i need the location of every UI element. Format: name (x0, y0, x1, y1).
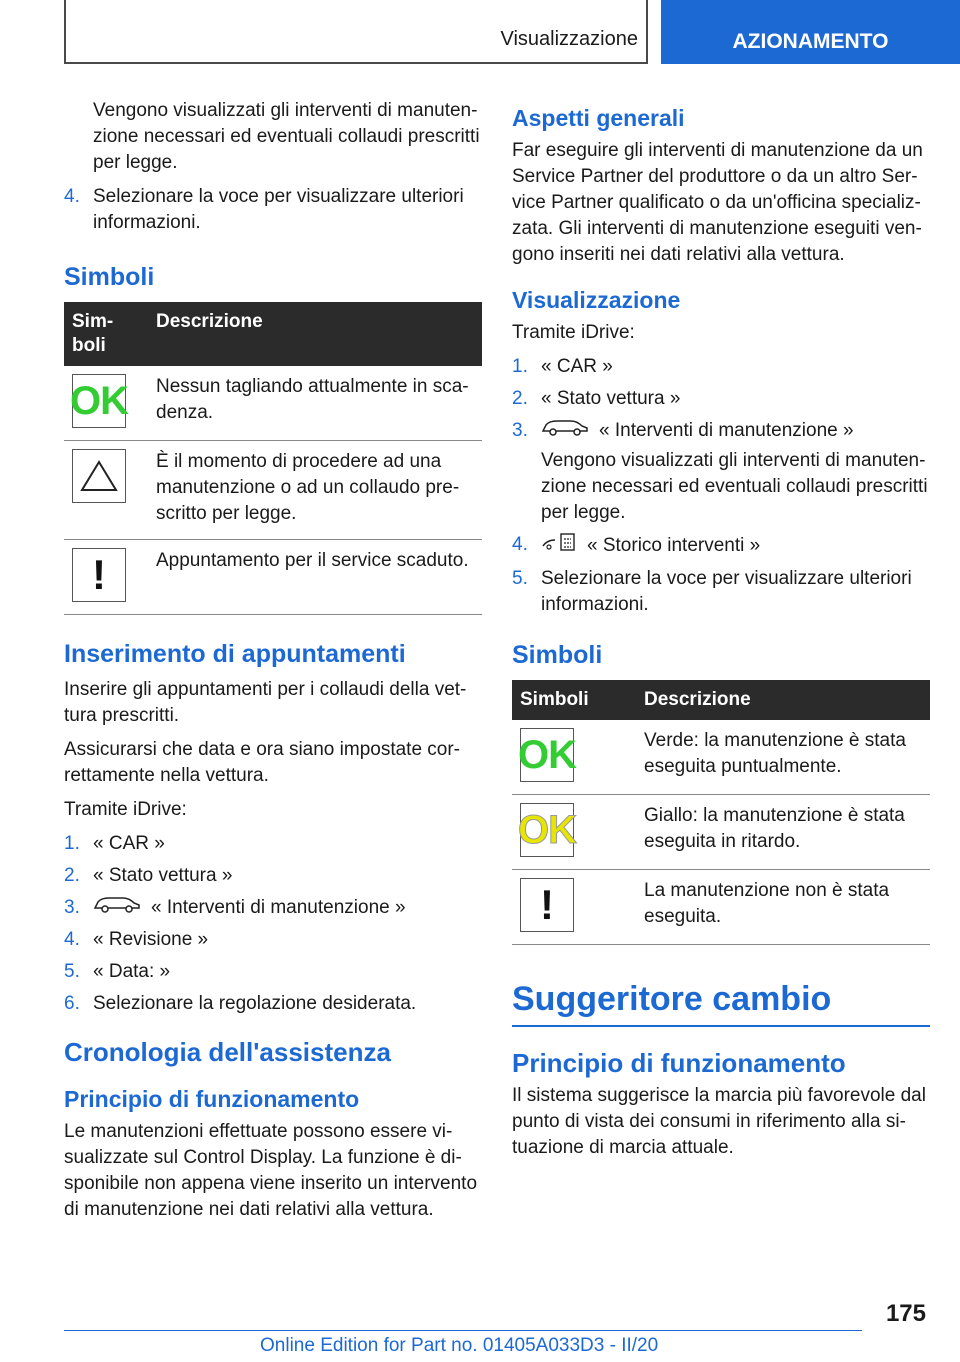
footer-edition: Online Edition for Part no. 01405A033D3 - II/20 (260, 1335, 659, 1356)
paragraph: Far eseguire gli interventi di manutenzione da un Service Partner del produttore o da un altro Ser-vice Partner qualificato o da un'officina specializ-zata. Gli interventi di manutenzione eseguiti ven-gono inseriti nei dati relativi alla vettura. (512, 140, 923, 265)
ok-yellow-icon: OK (520, 803, 574, 857)
list-item: 2. « Stato vettura » (64, 865, 233, 886)
paragraph: Tramite iDrive: (64, 799, 187, 820)
display-heading: Visualizzazione (512, 287, 681, 313)
car-service-icon (93, 895, 141, 921)
appointment-steps (64, 831, 482, 1017)
symbols-heading: Simboli (512, 641, 603, 670)
header-chapter-tab[interactable] (661, 0, 960, 64)
list-item: 6. Selezionare la regolazione desiderata. (64, 993, 417, 1015)
table-header: Descrizione (636, 680, 930, 720)
table-row (64, 366, 482, 441)
list-item: 5. « Data: » (64, 961, 171, 983)
symbols-table-2 (512, 680, 930, 945)
list-item: 1. « CAR » (64, 833, 165, 854)
table-header-row (64, 302, 482, 366)
right-column (512, 98, 930, 1169)
gear-subheading: Principio di funzionamento (512, 1048, 846, 1079)
table-cell: Nessun tagliando attualmente in sca-denza. (148, 366, 482, 441)
table-cell: Verde: la manutenzione è stata eseguita puntualmente. (636, 720, 930, 795)
page-number: 175 (885, 1300, 926, 1327)
warning-triangle-icon (72, 449, 126, 503)
intro-steps (64, 184, 482, 236)
table-row (512, 870, 930, 945)
left-column (64, 98, 482, 1231)
table-cell: Giallo: la manutenzione è stata eseguita in ritardo. (636, 795, 930, 870)
table-header: Descrizione (148, 302, 482, 366)
car-service-icon (541, 418, 589, 444)
list-item: 1. « CAR » (512, 356, 613, 377)
list-item: 4. « Revisione » (64, 929, 209, 951)
list-item: 2. « Stato vettura » (512, 388, 681, 409)
ok-green-icon: OK (520, 728, 574, 782)
paragraph: Tramite iDrive: (512, 322, 635, 343)
paragraph: Il sistema suggerisce la marcia più favorevole dal punto di vista dei consumi in riferimento alla si-tuazione di marcia attuale. (512, 1085, 926, 1159)
symbols-heading: Simboli (64, 263, 155, 291)
service-history-icon (541, 532, 577, 560)
table-row (64, 540, 482, 615)
list-item: 3. « Interventi di manutenzione » Vengono visualizzati gli interventi di manuten-zione necessari ed eventuali collaudi prescritti per legge. (512, 418, 930, 526)
ok-green-icon: OK (72, 374, 126, 428)
list-item: 3. « Interventi di manutenzione » (64, 895, 482, 921)
gear-heading: Suggeritore cambio (512, 979, 930, 1027)
history-subheading: Principio di funzionamento (64, 1086, 360, 1113)
history-heading: Cronologia dell'assistenza (64, 1037, 391, 1068)
intro-text: Vengono visualizzati gli interventi di manuten-zione necessari ed eventuali collaudi prescritti per legge. (93, 100, 480, 173)
chapter-label: AZIONAMENTO (732, 30, 889, 53)
table-header: Simboli (512, 680, 636, 720)
paragraph: Assicurarsi che data e ora siano impostate cor-rettamente nella vettura. (64, 739, 461, 786)
table-row (512, 720, 930, 795)
exclamation-icon: ! (520, 878, 574, 932)
list-item: 4. « Storico interventi » (512, 532, 930, 560)
footer-divider (64, 1330, 862, 1331)
table-cell: È il momento di procedere ad una manutenzione o ad un collaudo pre-scritto per legge. (148, 441, 482, 540)
table-header-row (512, 680, 930, 720)
table-row (512, 795, 930, 870)
appointments-heading: Inserimento di appuntamenti (64, 640, 406, 668)
header-section-title: Visualizzazione (500, 28, 638, 50)
display-steps (512, 354, 930, 618)
table-header: Sim-boli (64, 302, 148, 366)
table-cell: Appuntamento per il service scaduto. (148, 540, 482, 615)
step-note: Vengono visualizzati gli interventi di manuten-zione necessari ed eventuali collaudi prescritti per legge. (541, 450, 928, 524)
symbols-table-1 (64, 302, 482, 615)
exclamation-icon: ! (72, 548, 126, 602)
list-item: 5. Selezionare la voce per visualizzare ulteriori informazioni. (512, 568, 912, 616)
table-cell: La manutenzione non è stata eseguita. (636, 870, 930, 945)
list-item: 4. Selezionare la voce per visualizzare ulteriori informazioni. (64, 186, 464, 233)
table-row (64, 441, 482, 540)
paragraph: Le manutenzioni effettuate possono essere vi-sualizzate sul Control Display. La funzione è di-sponibile non appena viene inserito un intervento di manutenzione nei dati relativi alla vettura. (64, 1121, 478, 1221)
general-heading: Aspetti generali (512, 105, 685, 131)
paragraph: Inserire gli appuntamenti per i collaudi della vet-tura prescritti. (64, 679, 467, 726)
